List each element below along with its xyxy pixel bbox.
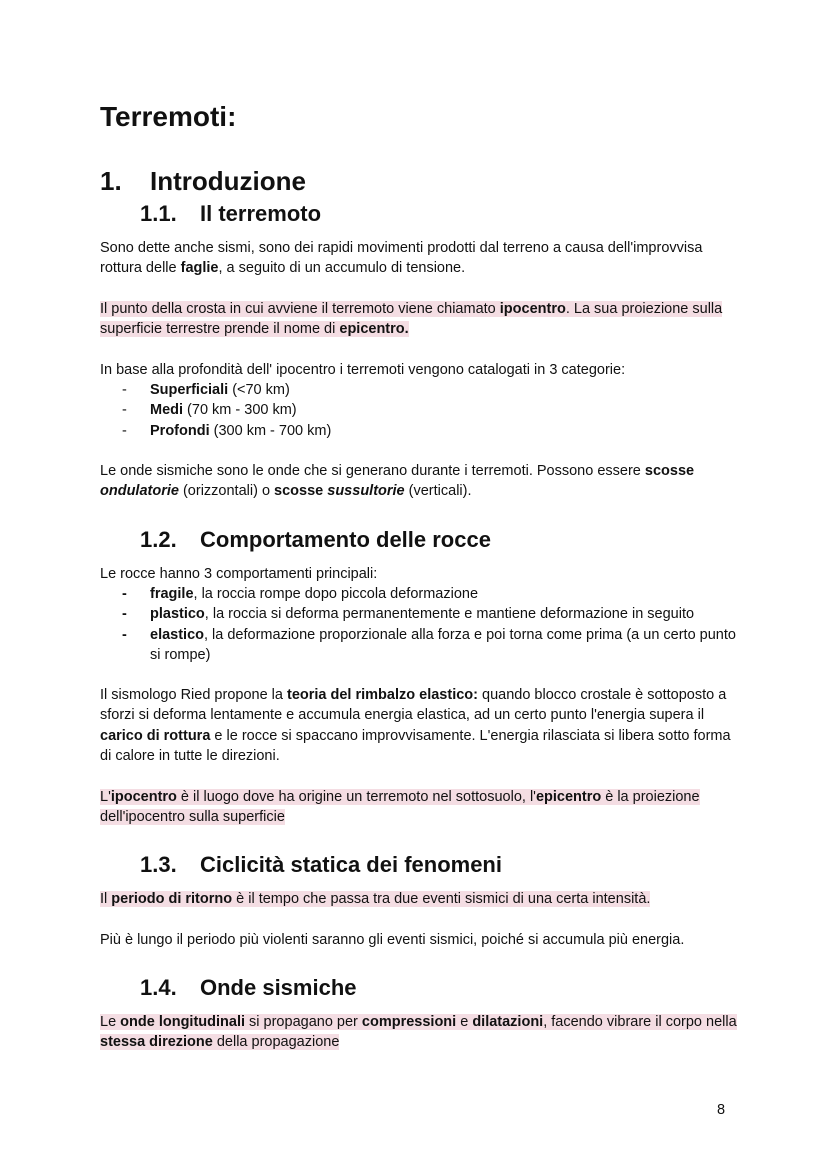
section-title: Introduzione [150, 166, 306, 196]
section-number: 1. [100, 166, 122, 196]
list-item: - elastico, la deformazione proporzionale alla forza e poi torna come prima (a un certo punto si rompe) [122, 626, 736, 663]
paragraph-definition: Sono dette anche sismi, sono dei rapidi movimenti prodotti dal terreno a causa dell'improvvisa rottura delle faglie, a seguito di un accumulo di tensione. [100, 240, 703, 277]
subsection-heading-rocce [140, 526, 491, 554]
behaviours-list [100, 584, 740, 665]
paragraph-onde: Le onde sismiche sono le onde che si generano durante i terremoti. Possono essere scosse ondulatorie (orizzontali) o scosse sussultorie (verticali). [100, 463, 695, 500]
list-item: - fragile, la roccia rompe dopo piccola deformazione [122, 586, 479, 602]
list-item: - Medi (70 km - 300 km) [122, 402, 297, 419]
paragraph-onde-longitudinali: Le onde longitudinali si propagano per compressioni e dilatazioni, facendo vibrare il corpo nella stessa direzione della propagazione [100, 1014, 737, 1051]
subsection-heading-ciclicita [140, 851, 502, 879]
list-item: - Profondi (300 km - 700 km) [122, 422, 332, 439]
subsection-number: 1.1. [140, 201, 177, 226]
subsection-title: Comportamento delle rocce [200, 527, 491, 552]
subsection-heading-terremoto [140, 200, 321, 228]
paragraph-rocce-intro: Le rocce hanno 3 comportamenti principali: [100, 566, 378, 582]
subsection-title: Onde sismiche [200, 975, 357, 1000]
list-item: - Superficiali (<70 km) [122, 382, 290, 398]
section-heading-introduzione [100, 165, 306, 197]
subsection-number: 1.4. [140, 975, 177, 1000]
paragraph-rimbalzo: Il sismologo Ried propone la teoria del rimbalzo elastico: quando blocco crostale è sottoposto a sforzi si deforma lentamente e accumula energia elastica, ad un certo punto l'energia supera il carico di rottura e le rocce si spaccano improvvisamente. L'energia rilasciata si libera sotto forma di calore in tutte le direzioni. [100, 687, 731, 764]
depth-categories-list [100, 380, 740, 441]
paragraph-ipocentro-epicentro: L'ipocentro è il luogo dove ha origine un terremoto nel sottosuolo, l'epicentro è la proiezione dell'ipocentro sulla superficie [100, 789, 700, 826]
paragraph-categories-intro: In base alla profondità dell' ipocentro i terremoti vengono catalogati in 3 categorie: [100, 362, 626, 378]
page-number: 8 [717, 1102, 726, 1118]
list-item: - plastico, la roccia si deforma permanentemente e mantiene deformazione in seguito [122, 606, 695, 623]
paragraph-periodo-ritorno: Il periodo di ritorno è il tempo che passa tra due eventi sismici di una certa intensità. [100, 891, 651, 907]
subsection-title: Il terremoto [200, 201, 322, 226]
page-title: Terremoti: [100, 101, 237, 132]
paragraph-ipocentro-highlight: Il punto della crosta in cui avviene il terremoto viene chiamato ipocentro. La sua proiezione sulla superficie terrestre prende il nome di epicentro. [100, 301, 723, 338]
paragraph-periodo-energia: Più è lungo il periodo più violenti saranno gli eventi sismici, poiché si accumula più energia. [100, 932, 685, 948]
subsection-number: 1.2. [140, 527, 177, 552]
subsection-number: 1.3. [140, 852, 177, 877]
subsection-title: Ciclicità statica dei fenomeni [200, 852, 502, 877]
subsection-heading-onde [140, 974, 357, 1002]
